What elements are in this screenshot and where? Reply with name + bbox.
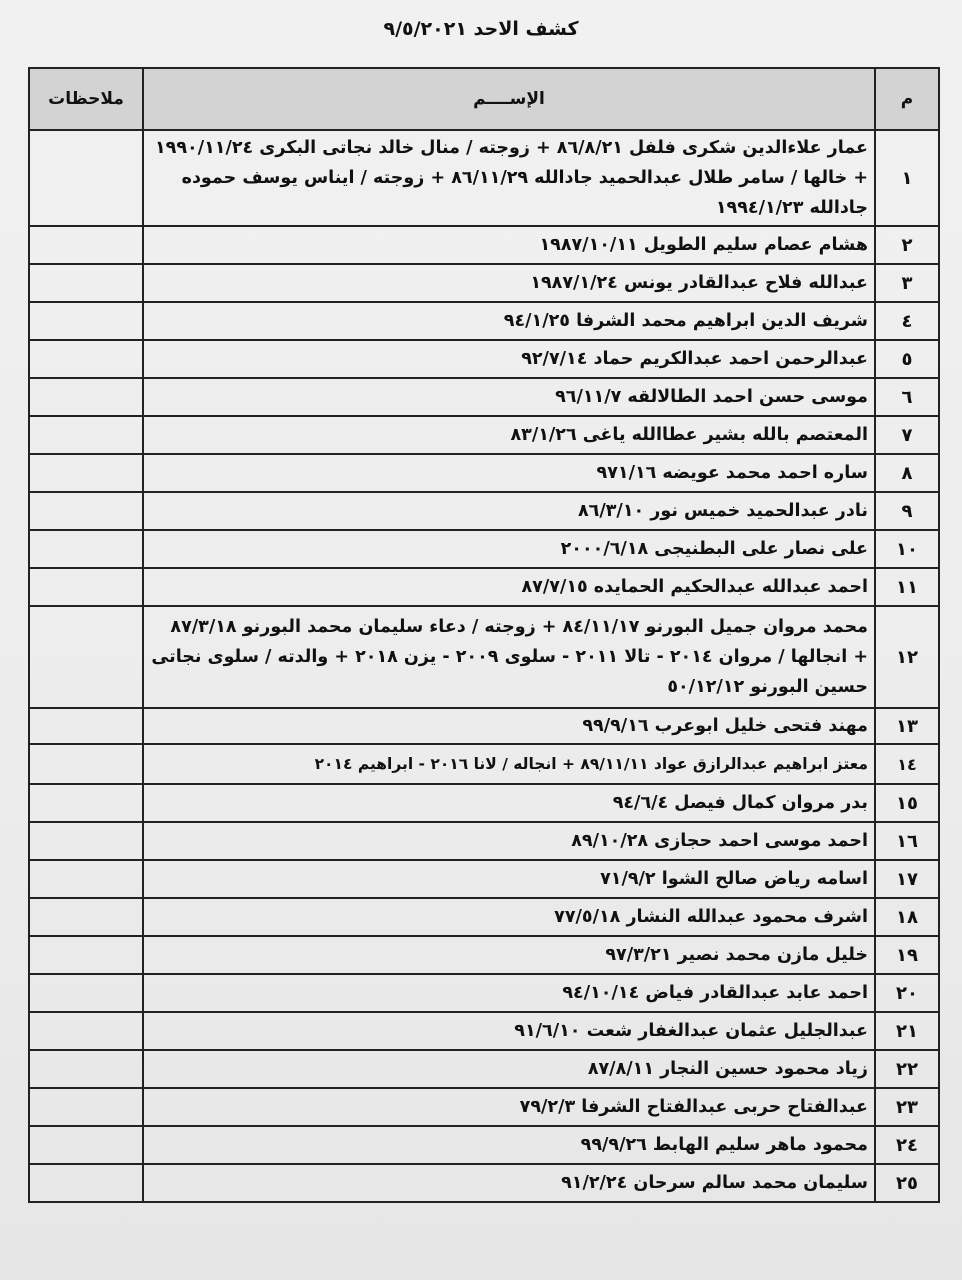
row-name: شريف الدين ابراهيم محمد الشرفا ٩٤/١/٢٥ [143, 302, 875, 340]
row-notes [29, 340, 143, 378]
row-number: ٣ [875, 264, 939, 302]
row-number: ٢١ [875, 1012, 939, 1050]
document-title: كشف الاحد ٩/٥/٢٠٢١ [383, 18, 579, 40]
table-row [29, 302, 939, 340]
row-number: ٦ [875, 378, 939, 416]
row-name: مهند فتحى خليل ابوعرب ٩٩/٩/١٦ [143, 708, 875, 744]
row-number: ٨ [875, 454, 939, 492]
row-notes [29, 744, 143, 784]
table-row [29, 530, 939, 568]
table-row [29, 130, 939, 226]
table-row [29, 454, 939, 492]
row-notes [29, 784, 143, 822]
row-name: بدر مروان كمال فيصل ٩٤/٦/٤ [143, 784, 875, 822]
row-name: محمود ماهر سليم الهابط ٩٩/٩/٢٦ [143, 1126, 875, 1164]
row-notes [29, 606, 143, 708]
row-number: ٥ [875, 340, 939, 378]
row-notes [29, 708, 143, 744]
table-row [29, 1126, 939, 1164]
row-notes [29, 936, 143, 974]
row-notes [29, 492, 143, 530]
table-row [29, 936, 939, 974]
row-name: موسى حسن احمد الطالالقه ٩٦/١١/٧ [143, 378, 875, 416]
row-name: عبدالرحمن احمد عبدالكريم حماد ٩٢/٧/١٤ [143, 340, 875, 378]
table-row [29, 860, 939, 898]
row-notes [29, 454, 143, 492]
row-name: عبدالفتاح حربى عبدالفتاح الشرفا ٧٩/٢/٣ [143, 1088, 875, 1126]
row-name: احمد عابد عبدالقادر فياض ٩٤/١٠/١٤ [143, 974, 875, 1012]
table-row [29, 378, 939, 416]
row-number: ١٢ [875, 606, 939, 708]
row-name: اسامه رياض صالح الشوا ٧١/٩/٢ [143, 860, 875, 898]
row-number: ١٤ [875, 744, 939, 784]
row-notes [29, 1012, 143, 1050]
row-name: المعتصم بالله بشير عطاالله ياغى ٨٣/١/٢٦ [143, 416, 875, 454]
row-name: هشام عصام سليم الطويل ١٩٨٧/١٠/١١ [143, 226, 875, 264]
row-notes [29, 264, 143, 302]
row-notes [29, 302, 143, 340]
row-number: ١٣ [875, 708, 939, 744]
table-row [29, 226, 939, 264]
row-number: ٩ [875, 492, 939, 530]
table-row [29, 264, 939, 302]
table-row [29, 784, 939, 822]
row-notes [29, 822, 143, 860]
row-notes [29, 1088, 143, 1126]
row-name: احمد عبدالله عبدالحكيم الحمايده ٨٧/٧/١٥ [143, 568, 875, 606]
table-row [29, 974, 939, 1012]
row-number: ٢ [875, 226, 939, 264]
row-number: ٢٠ [875, 974, 939, 1012]
row-name: خليل مازن محمد نصير ٩٧/٣/٢١ [143, 936, 875, 974]
table-row [29, 492, 939, 530]
table-row [29, 898, 939, 936]
row-number: ١٥ [875, 784, 939, 822]
row-number: ١٩ [875, 936, 939, 974]
table-header-row [29, 68, 939, 130]
row-notes [29, 1126, 143, 1164]
table-row [29, 568, 939, 606]
row-number: ١٦ [875, 822, 939, 860]
row-notes [29, 860, 143, 898]
row-notes [29, 1050, 143, 1088]
row-name: معتز ابراهيم عبدالرازق عواد ٨٩/١١/١١ + انجاله / لانا ٢٠١٦ - ابراهيم ٢٠١٤ [143, 744, 875, 784]
table-row [29, 1088, 939, 1126]
row-name: على نصار على البطنيجى ٢٠٠٠/٦/١٨ [143, 530, 875, 568]
header-notes: ملاحظات [29, 68, 143, 130]
row-number: ٢٥ [875, 1164, 939, 1202]
row-number: ١ [875, 130, 939, 226]
row-name: ساره احمد محمد عويضه ٩٧١/١٦ [143, 454, 875, 492]
header-name: الإســــم [143, 68, 875, 130]
row-number: ١٧ [875, 860, 939, 898]
row-number: ٢٤ [875, 1126, 939, 1164]
row-notes [29, 416, 143, 454]
row-notes [29, 530, 143, 568]
row-number: ٤ [875, 302, 939, 340]
row-number: ٧ [875, 416, 939, 454]
table-row [29, 1012, 939, 1050]
row-notes [29, 378, 143, 416]
table-row [29, 416, 939, 454]
table-row [29, 744, 939, 784]
row-notes [29, 1164, 143, 1202]
row-name: اشرف محمود عبدالله النشار ٧٧/٥/١٨ [143, 898, 875, 936]
row-number: ٢٢ [875, 1050, 939, 1088]
row-notes [29, 130, 143, 226]
table-row [29, 1050, 939, 1088]
table-row [29, 1164, 939, 1202]
row-notes [29, 898, 143, 936]
header-number: م [875, 68, 939, 130]
row-notes [29, 974, 143, 1012]
row-number: ١٠ [875, 530, 939, 568]
names-table [28, 67, 940, 1203]
row-number: ١١ [875, 568, 939, 606]
row-name: عبدالله فلاح عبدالقادر يونس ١٩٨٧/١/٢٤ [143, 264, 875, 302]
row-number: ١٨ [875, 898, 939, 936]
row-name: عمار علاءالدين شكرى فلفل ٨٦/٨/٢١ + زوجته / منال خالد نجاتى البكرى ١٩٩٠/١١/٢٤ + خالها / سامر طلال عبدالحميد جادالله ٨٦/١١/٢٩ + زوجته / ايناس يوسف حموده جادالله ١٩٩٤/١/٢٣ [143, 130, 875, 226]
row-name: سليمان محمد سالم سرحان ٩١/٢/٢٤ [143, 1164, 875, 1202]
table-row [29, 606, 939, 708]
table-row [29, 708, 939, 744]
row-name: نادر عبدالحميد خميس نور ٨٦/٣/١٠ [143, 492, 875, 530]
row-number: ٢٣ [875, 1088, 939, 1126]
row-name: زياد محمود حسين النجار ٨٧/٨/١١ [143, 1050, 875, 1088]
row-name: احمد موسى احمد حجازى ٨٩/١٠/٢٨ [143, 822, 875, 860]
row-name: محمد مروان جميل البورنو ٨٤/١١/١٧ + زوجته / دعاء سليمان محمد البورنو ٨٧/٣/١٨ + انجالها / مروان ٢٠١٤ - تالا ٢٠١١ - سلوى ٢٠٠٩ - يزن ٢٠١٨ + والدته / سلوى نجاتى حسين البورنو ٥٠/١٢/١٢ [143, 606, 875, 708]
row-notes [29, 568, 143, 606]
table-row [29, 340, 939, 378]
table-row [29, 822, 939, 860]
row-notes [29, 226, 143, 264]
row-name: عبدالجليل عثمان عبدالغفار شعت ٩١/٦/١٠ [143, 1012, 875, 1050]
